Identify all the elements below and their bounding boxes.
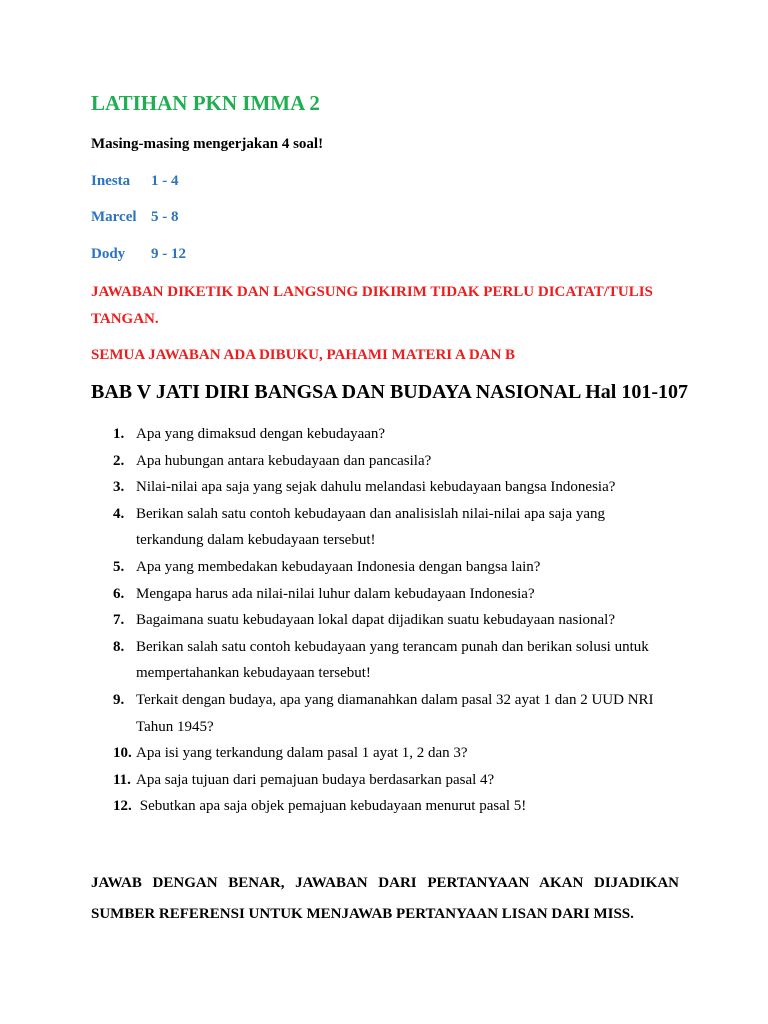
assignment-name: Inesta	[91, 173, 131, 189]
question-item	[0, 740, 768, 767]
question-item	[0, 793, 768, 820]
notice-book-answers: SEMUA JAWABAN ADA DIBUKU, PAHAMI MATERI A DAN B	[91, 347, 516, 363]
chapter-heading: BAB V JATI DIRI BANGSA DAN BUDAYA NASIONAL Hal 101-107	[91, 381, 688, 403]
question-number: 8.	[113, 638, 125, 655]
assignment-marcel	[91, 209, 179, 226]
question-number: 7.	[113, 612, 125, 629]
assignment-dody	[91, 246, 186, 263]
question-text: Sebutkan apa saja objek pemajuan kebudayaan menurut pasal 5!	[136, 798, 527, 815]
question-item	[0, 554, 768, 581]
notice-typed-answers: JAWABAN DIKETIK DAN LANGSUNG DIKIRIM TIDAK PERLU DICATAT/TULIS TANGAN.	[91, 284, 653, 327]
assignment-inesta	[91, 173, 179, 190]
question-number: 11.	[113, 771, 131, 788]
assignment-range: 1 - 4	[151, 173, 179, 189]
question-text: Berikan salah satu contoh kebudayaan yang terancam punah dan berikan solusi untuk mempertahankan kebudayaan tersebut!	[136, 638, 649, 682]
question-text: Apa yang dimaksud dengan kebudayaan?	[136, 426, 386, 442]
question-number: 2.	[113, 452, 125, 469]
question-number: 3.	[113, 479, 125, 496]
question-item	[0, 607, 768, 634]
assignment-name: Dody	[91, 246, 126, 262]
question-text: Apa saja tujuan dari pemajuan budaya berdasarkan pasal 4?	[136, 771, 495, 788]
question-number: 12.	[113, 798, 132, 815]
question-text: Terkait dengan budaya, apa yang diamanahkan dalam pasal 32 ayat 1 dan 2 UUD NRI Tahun 1945?	[136, 691, 654, 735]
question-item	[0, 474, 768, 501]
question-item	[0, 421, 768, 448]
document-title: LATIHAN PKN IMMA 2	[91, 91, 320, 115]
question-text: Berikan salah satu contoh kebudayaan dan analisislah nilai-nilai apa saja yang terkandung dalam kebudayaan tersebut!	[136, 505, 606, 549]
question-number: 6.	[113, 585, 125, 602]
question-number: 5.	[113, 558, 125, 575]
question-item	[0, 501, 768, 554]
question-item	[0, 687, 768, 740]
assignment-name: Marcel	[91, 209, 137, 225]
question-number: 10.	[113, 745, 132, 762]
instruction-text: Masing-masing mengerjakan 4 soal!	[91, 136, 324, 152]
assignment-range: 9 - 12	[151, 246, 186, 262]
question-item	[0, 767, 768, 794]
question-text: Apa hubungan antara kebudayaan dan pancasila?	[136, 452, 432, 469]
question-number: 1.	[113, 426, 125, 442]
question-number: 9.	[113, 691, 125, 708]
question-list	[0, 421, 768, 820]
assignment-range: 5 - 8	[151, 209, 179, 225]
question-item	[0, 448, 768, 475]
question-item	[0, 634, 768, 687]
question-item	[0, 581, 768, 608]
footer-instruction: JAWAB DENGAN BENAR, JAWABAN DARI PERTANYAAN AKAN DIJADIKAN SUMBER REFERENSI UNTUK MENJAWAB PERTANYAAN LISAN DARI MISS.	[91, 875, 679, 922]
question-text: Nilai-nilai apa saja yang sejak dahulu melandasi kebudayaan bangsa Indonesia?	[136, 479, 616, 496]
question-text: Bagaimana suatu kebudayaan lokal dapat dijadikan suatu kebudayaan nasional?	[136, 612, 615, 629]
question-text: Apa isi yang terkandung dalam pasal 1 ayat 1, 2 dan 3?	[136, 745, 468, 762]
question-text: Apa yang membedakan kebudayaan Indonesia dengan bangsa lain?	[136, 558, 541, 575]
question-text: Mengapa harus ada nilai-nilai luhur dalam kebudayaan Indonesia?	[136, 585, 535, 602]
question-number: 4.	[113, 505, 125, 522]
